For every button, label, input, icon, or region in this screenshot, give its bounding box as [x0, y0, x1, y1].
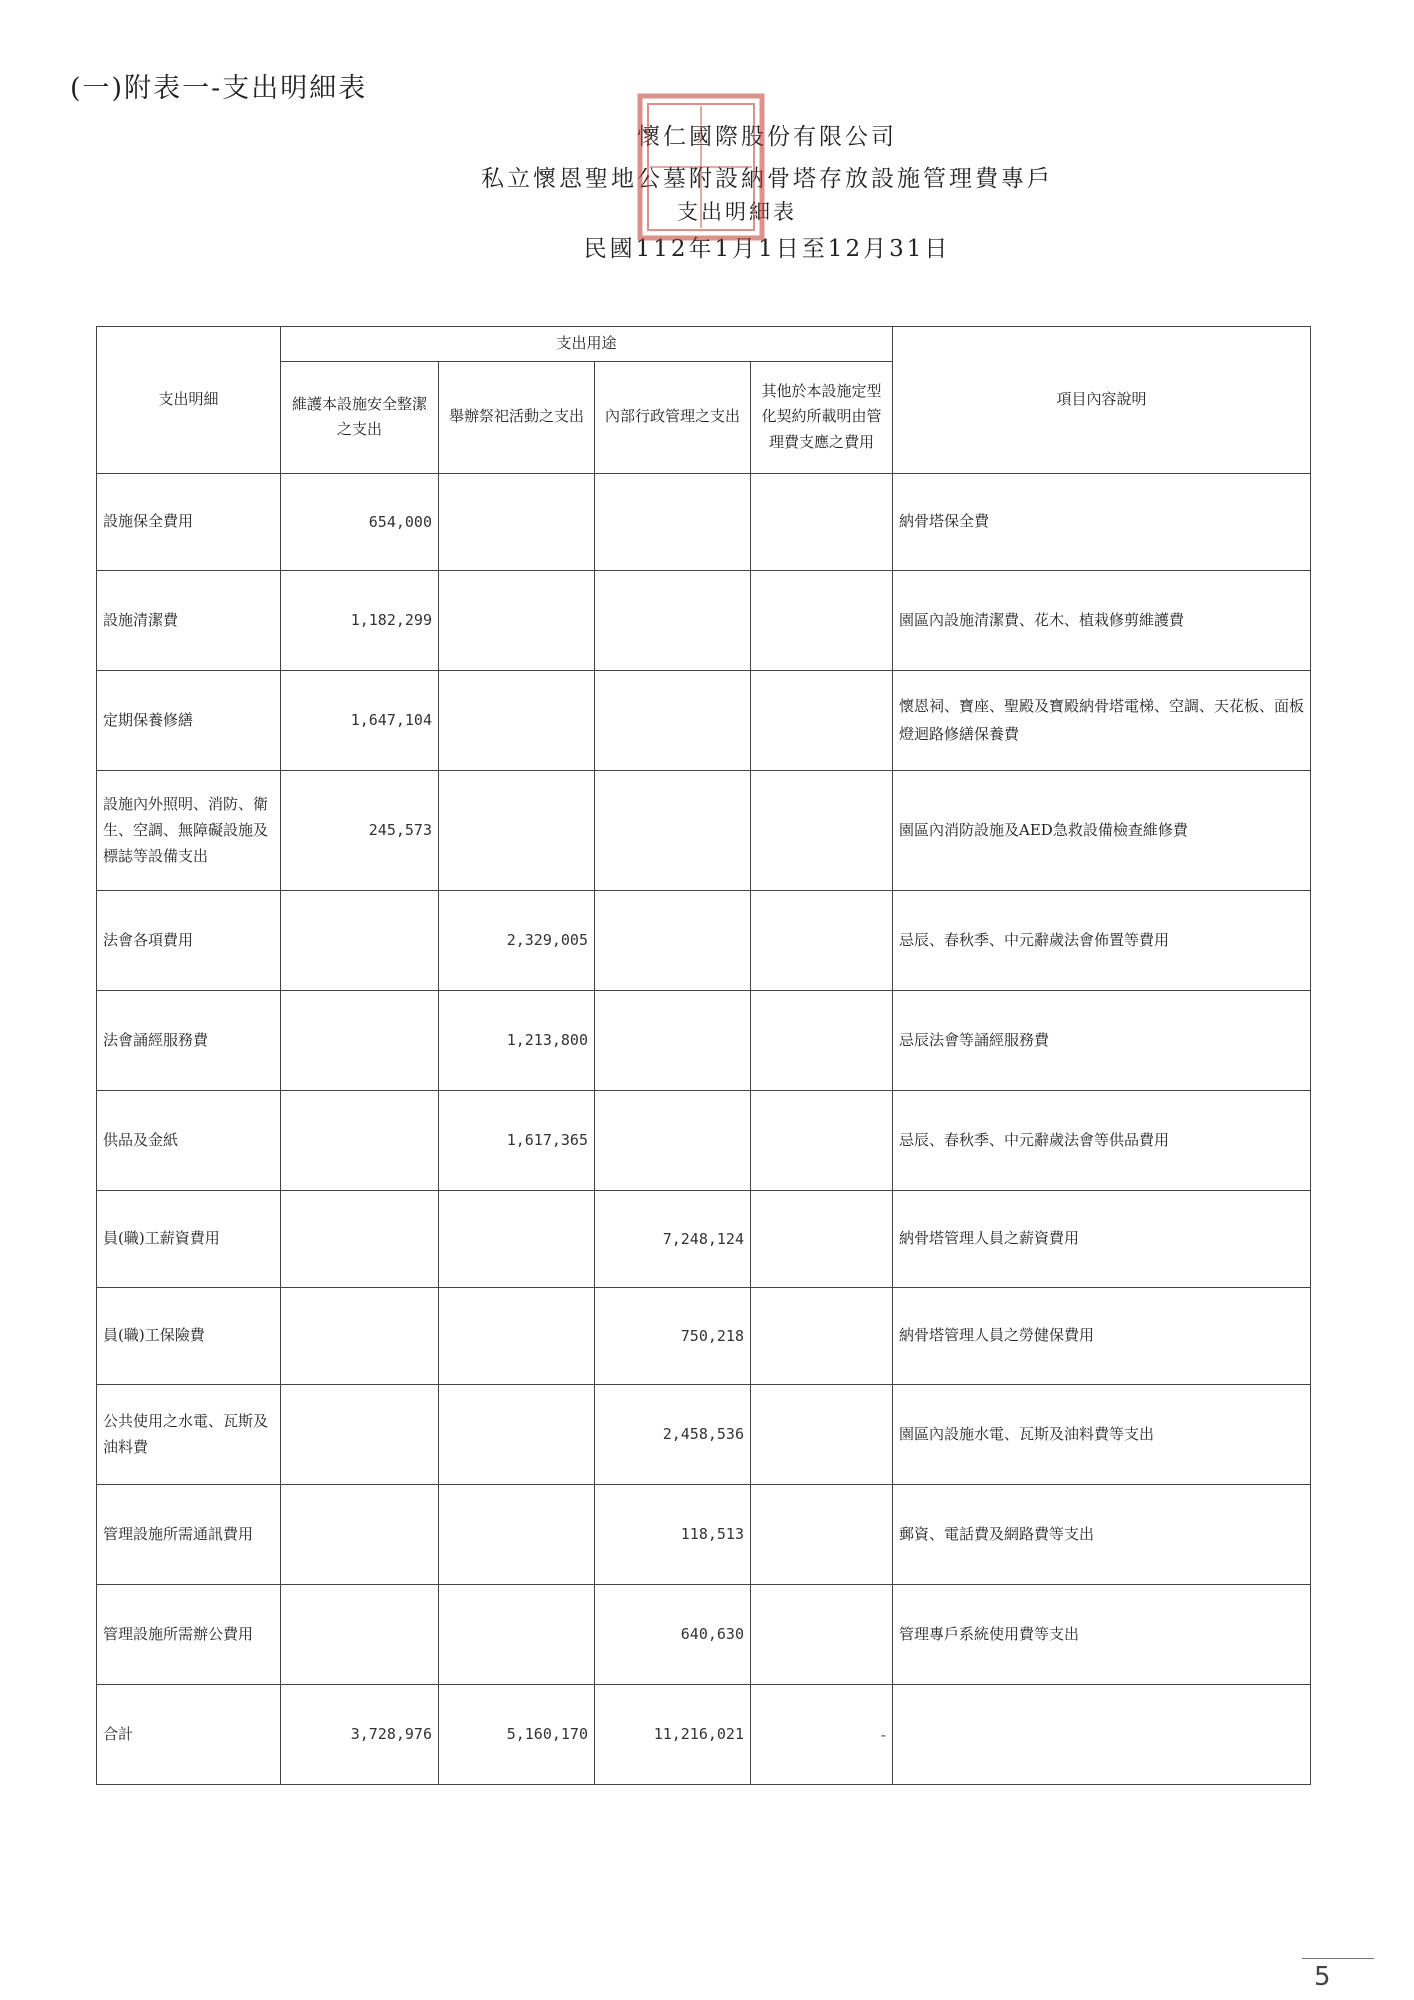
row-item: 定期保養修繕	[97, 670, 281, 770]
table-row	[97, 770, 1311, 890]
page-number: 5	[1314, 1962, 1331, 1992]
row-description: 納骨塔管理人員之薪資費用	[893, 1190, 1311, 1287]
section-title: (一)附表一-支出明細表	[70, 73, 368, 104]
col-header-safety: 維護本設施安全整潔之支出	[281, 361, 439, 473]
row-value	[439, 473, 595, 570]
row-description: 園區內設施水電、瓦斯及油料費等支出	[893, 1384, 1311, 1484]
total-value: -	[751, 1684, 893, 1784]
table-row	[97, 1090, 1311, 1190]
row-item: 法會誦經服務費	[97, 990, 281, 1090]
row-description: 忌辰、春秋季、中元辭歲法會佈置等費用	[893, 890, 1311, 990]
row-value	[595, 570, 751, 670]
row-value	[751, 990, 893, 1090]
row-value	[439, 570, 595, 670]
company-name: 懷仁國際股份有限公司	[637, 124, 897, 150]
total-value: 3,728,976	[281, 1684, 439, 1784]
row-description: 忌辰法會等誦經服務費	[893, 990, 1311, 1090]
row-value	[751, 770, 893, 890]
col-header-rituals: 舉辦祭祀活動之支出	[439, 361, 595, 473]
row-description: 懷恩祠、寶座、聖殿及寶殿納骨塔電梯、空調、天花板、面板燈迴路修繕保養費	[893, 670, 1311, 770]
row-value	[439, 670, 595, 770]
row-value	[751, 473, 893, 570]
table-row	[97, 1584, 1311, 1684]
row-value	[595, 1090, 751, 1190]
row-description: 園區內消防設施及AED急救設備檢查維修費	[893, 770, 1311, 890]
row-item: 設施內外照明、消防、衛生、空調、無障礙設施及標誌等設備支出	[97, 770, 281, 890]
row-value	[439, 770, 595, 890]
row-value: 654,000	[281, 473, 439, 570]
row-value: 750,218	[595, 1287, 751, 1384]
row-value	[281, 1484, 439, 1584]
row-value	[751, 1384, 893, 1484]
row-value	[281, 1384, 439, 1484]
row-value	[281, 990, 439, 1090]
row-value	[439, 1287, 595, 1384]
statement-period: 民國112年1月1日至12月31日	[583, 236, 951, 262]
row-value: 7,248,124	[595, 1190, 751, 1287]
col-header-admin: 內部行政管理之支出	[595, 361, 751, 473]
row-description: 納骨塔保全費	[893, 473, 1311, 570]
row-value	[439, 1584, 595, 1684]
table-row	[97, 570, 1311, 670]
row-item: 管理設施所需辦公費用	[97, 1584, 281, 1684]
row-value	[281, 1090, 439, 1190]
row-value	[751, 890, 893, 990]
row-value	[281, 1584, 439, 1684]
row-description: 忌辰、春秋季、中元辭歲法會等供品費用	[893, 1090, 1311, 1190]
row-value: 1,182,299	[281, 570, 439, 670]
row-value	[751, 1287, 893, 1384]
table-row	[97, 990, 1311, 1090]
total-description	[893, 1684, 1311, 1784]
col-header-description: 項目內容說明	[893, 327, 1311, 474]
company-seal	[636, 92, 766, 242]
row-value	[439, 1484, 595, 1584]
row-value	[751, 1584, 893, 1684]
table-row	[97, 1384, 1311, 1484]
row-value	[751, 1090, 893, 1190]
row-value	[595, 890, 751, 990]
total-row	[97, 1684, 1311, 1784]
table-row	[97, 1484, 1311, 1584]
row-value	[281, 1287, 439, 1384]
row-item: 管理設施所需通訊費用	[97, 1484, 281, 1584]
row-value	[751, 1190, 893, 1287]
row-description: 郵資、電話費及網路費等支出	[893, 1484, 1311, 1584]
row-description: 園區內設施清潔費、花木、植栽修剪維護費	[893, 570, 1311, 670]
total-value: 5,160,170	[439, 1684, 595, 1784]
row-value	[751, 1484, 893, 1584]
row-item: 法會各項費用	[97, 890, 281, 990]
statement-title: 支出明細表	[677, 200, 797, 224]
table-row	[97, 1190, 1311, 1287]
col-header-purpose-group: 支出用途	[281, 327, 893, 362]
row-value: 245,573	[281, 770, 439, 890]
fund-title: 私立懷恩聖地公墓附設納骨塔存放設施管理費專戶	[481, 166, 1053, 192]
table-row	[97, 1287, 1311, 1384]
row-value	[751, 670, 893, 770]
row-value: 1,213,800	[439, 990, 595, 1090]
row-value	[595, 670, 751, 770]
row-value: 640,630	[595, 1584, 751, 1684]
row-item: 公共使用之水電、瓦斯及油料費	[97, 1384, 281, 1484]
col-header-item: 支出明細	[97, 327, 281, 474]
row-value	[281, 1190, 439, 1287]
row-value	[439, 1190, 595, 1287]
row-value	[751, 570, 893, 670]
page-number-rule	[1302, 1958, 1374, 1959]
row-item: 供品及金紙	[97, 1090, 281, 1190]
total-label: 合計	[97, 1684, 281, 1784]
col-header-other: 其他於本設施定型化契約所載明由管理費支應之費用	[751, 361, 893, 473]
row-value: 2,329,005	[439, 890, 595, 990]
row-item: 設施保全費用	[97, 473, 281, 570]
table-row	[97, 473, 1311, 570]
row-item: 員(職)工保險費	[97, 1287, 281, 1384]
row-value	[595, 473, 751, 570]
expenditure-table	[96, 326, 1311, 1785]
row-value: 118,513	[595, 1484, 751, 1584]
row-value: 1,617,365	[439, 1090, 595, 1190]
row-value	[281, 890, 439, 990]
row-value	[595, 990, 751, 1090]
row-value	[595, 770, 751, 890]
row-value: 2,458,536	[595, 1384, 751, 1484]
row-item: 員(職)工薪資費用	[97, 1190, 281, 1287]
row-value: 1,647,104	[281, 670, 439, 770]
table-row	[97, 890, 1311, 990]
row-value	[439, 1384, 595, 1484]
row-item: 設施清潔費	[97, 570, 281, 670]
table-row	[97, 670, 1311, 770]
row-description: 管理專戶系統使用費等支出	[893, 1584, 1311, 1684]
total-value: 11,216,021	[595, 1684, 751, 1784]
row-description: 納骨塔管理人員之勞健保費用	[893, 1287, 1311, 1384]
